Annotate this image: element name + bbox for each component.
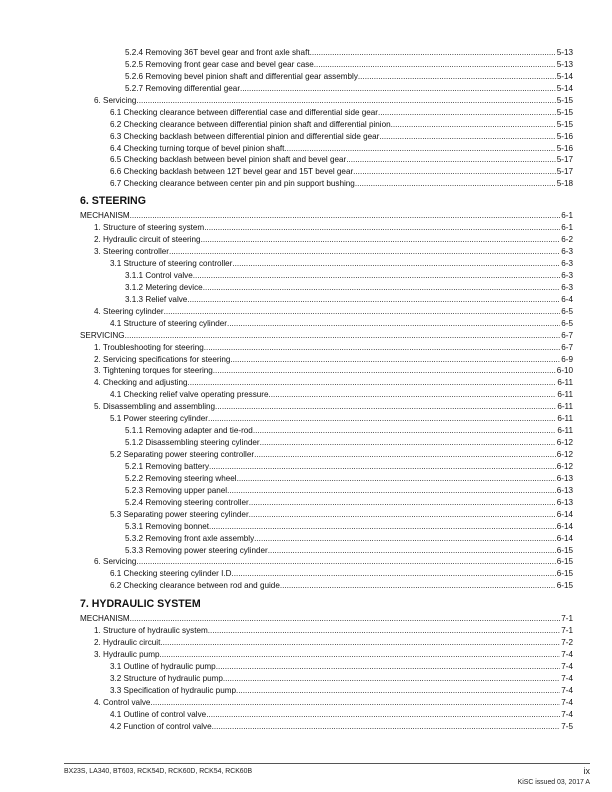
toc-entry-title: 4.1 Structure of steering cylinder: [110, 318, 227, 328]
toc-entry-page: 6-7: [561, 342, 573, 352]
toc-entry-title: 6.4 Checking turning torque of bevel pinion shaft: [110, 143, 285, 153]
toc-leader-dots: [254, 449, 556, 461]
toc-entry-title: 3.1.1 Control valve: [125, 270, 193, 280]
toc-leader-dots: [230, 354, 560, 366]
toc-entry: [80, 330, 573, 342]
toc-entry: [80, 401, 573, 413]
toc-entry-page: 6-12: [556, 438, 573, 448]
toc-entry-page: 6-3: [561, 270, 573, 280]
toc-leader-dots: [249, 509, 556, 521]
toc-entry-title: 5. Disassembling and assembling: [94, 402, 216, 412]
toc-leader-dots: [160, 637, 560, 649]
toc-entry-title: 6.1 Checking clearance between differential case and differential side gear: [110, 107, 378, 117]
table-of-contents: [80, 47, 573, 733]
toc-entry-title: 5.3.2 Removing front axle assembly: [125, 533, 255, 543]
toc-entry-page: 6-9: [561, 354, 573, 364]
toc-entry-title: 1. Troubleshooting for steering: [94, 342, 204, 352]
toc-leader-dots: [188, 377, 557, 389]
toc-entry: [80, 473, 573, 485]
toc-entry-title: 5.1.1 Removing adapter and tie-rod: [125, 426, 253, 436]
toc-entry-page: 6-12: [556, 461, 573, 471]
toc-entry: [80, 154, 573, 166]
toc-leader-dots: [208, 625, 560, 637]
toc-leader-dots: [203, 282, 561, 294]
toc-leader-dots: [310, 47, 556, 59]
toc-entry-title: 5.2.2 Removing steering wheel: [125, 473, 237, 483]
toc-entry-page: 6-15: [556, 545, 573, 555]
toc-entry-page: 6-4: [561, 294, 573, 304]
toc-leader-dots: [150, 697, 560, 709]
toc-entry-title: 3.1.3 Relief valve: [125, 294, 188, 304]
toc-entry-page: 6-7: [561, 330, 573, 340]
toc-entry-page: 7-2: [561, 638, 573, 648]
toc-leader-dots: [358, 71, 556, 83]
toc-leader-dots: [227, 485, 556, 497]
toc-entry-page: 5-14: [556, 71, 573, 81]
toc-entry: [80, 282, 573, 294]
toc-leader-dots: [254, 533, 556, 545]
section-title-hydraulic-system: 7. HYDRAULIC SYSTEM: [80, 598, 201, 611]
toc-entry: [80, 613, 573, 625]
toc-entry-title: 5.2.3 Removing upper panel: [125, 485, 228, 495]
toc-entry-page: 6-15: [556, 569, 573, 579]
toc-entry-title: 1. Structure of steering system: [94, 223, 205, 233]
toc-leader-dots: [232, 258, 560, 270]
toc-entry-page: 5-13: [556, 48, 573, 57]
toc-leader-dots: [208, 413, 556, 425]
toc-entry-page: 6-14: [556, 533, 573, 543]
toc-entry-page: 7-4: [561, 685, 573, 695]
toc-entry-title: 3. Hydraulic pump: [94, 650, 160, 660]
toc-leader-dots: [284, 143, 555, 155]
toc-entry: [80, 95, 573, 107]
toc-leader-dots: [353, 166, 556, 178]
toc-leader-dots: [201, 234, 561, 246]
toc-entry: [80, 258, 573, 270]
toc-leader-dots: [355, 178, 556, 190]
toc-entry-title: 3. Tightening torques for steering: [94, 366, 213, 376]
toc-leader-dots: [391, 119, 556, 131]
toc-section-hydraulic-system: [80, 613, 573, 732]
toc-entry: [80, 210, 573, 222]
toc-entry-page: 7-4: [561, 697, 573, 707]
toc-entry: [80, 556, 573, 568]
toc-entry: [80, 166, 573, 178]
toc-entry: [80, 637, 573, 649]
toc-entry-page: 6-15: [556, 557, 573, 567]
toc-leader-dots: [204, 342, 560, 354]
toc-entry-page: 6-5: [561, 318, 573, 328]
toc-entry-title: 3.1 Outline of hydraulic pump: [110, 662, 216, 671]
toc-entry: [80, 59, 573, 71]
toc-entry: [80, 354, 573, 366]
toc-entry: [80, 119, 573, 131]
toc-entry-title: 6.2 Checking clearance between rod and guide: [110, 581, 280, 591]
toc-entry-title: MECHANISM: [80, 614, 130, 624]
toc-entry: [80, 661, 573, 673]
toc-entry-page: 6-15: [556, 581, 573, 591]
toc-leader-dots: [125, 330, 561, 342]
toc-entry-title: 6.6 Checking backlash between 12T bevel gear and 15T bevel gear: [110, 167, 354, 177]
toc-entry: [80, 437, 573, 449]
toc-entry: [80, 365, 573, 377]
toc-entry: [80, 107, 573, 119]
toc-entry: [80, 178, 573, 190]
toc-leader-dots: [130, 613, 561, 625]
toc-entry: [80, 521, 573, 533]
toc-entry: [80, 709, 573, 721]
toc-entry-page: 6-3: [561, 282, 573, 292]
toc-entry-page: 5-15: [556, 107, 573, 117]
toc-entry-page: 7-4: [561, 709, 573, 719]
toc-entry-page: 6-5: [561, 306, 573, 316]
toc-leader-dots: [240, 83, 556, 95]
section-title-steering: 6. STEERING: [80, 195, 146, 208]
toc-entry: [80, 497, 573, 509]
toc-entry: [80, 389, 573, 401]
toc-leader-dots: [314, 59, 556, 71]
toc-entry: [80, 377, 573, 389]
toc-leader-dots: [223, 673, 560, 685]
toc-leader-dots: [204, 222, 560, 234]
toc-entry-title: 2. Hydraulic circuit of steering: [94, 235, 201, 245]
toc-entry-title: 6.1 Checking steering cylinder I.D.: [110, 569, 234, 579]
toc-leader-dots: [216, 661, 561, 673]
toc-entry-title: 4. Control valve: [94, 697, 151, 707]
toc-entry-title: 2. Servicing specifications for steering: [94, 354, 231, 364]
toc-leader-dots: [193, 270, 561, 282]
toc-entry-page: 6-11: [557, 378, 573, 388]
toc-entry-page: 6-14: [556, 509, 573, 519]
footer-divider: [64, 763, 590, 764]
toc-entry: [80, 461, 573, 473]
toc-entry-page: 6-13: [556, 497, 573, 507]
toc-leader-dots: [209, 521, 556, 533]
footer-models: BX23S, LA340, BT603, RCK54D, RCK60D, RCK54, RCK60B: [64, 768, 253, 775]
toc-entry-page: 5-18: [556, 179, 573, 189]
toc-entry: [80, 306, 573, 318]
toc-leader-dots: [234, 568, 556, 580]
toc-entry: [80, 131, 573, 143]
toc-entry-page: 7-5: [561, 721, 573, 731]
toc-entry-title: 6.3 Checking backlash between differential pinion and differential side gear: [110, 131, 380, 141]
toc-entry-page: 5-16: [556, 131, 573, 141]
toc-entry-page: 5-15: [556, 119, 573, 129]
toc-entry-page: 7-1: [561, 626, 573, 636]
toc-entry-title: 5.2.1 Removing battery: [125, 461, 210, 471]
toc-entry-title: 6. Servicing: [94, 95, 137, 105]
toc-entry: [80, 649, 573, 661]
toc-entry-title: 6.5 Checking backlash between bevel pinion shaft and bevel gear: [110, 155, 347, 165]
toc-leader-dots: [213, 365, 556, 377]
toc-entry-title: 5.3 Separating power steering cylinder: [110, 509, 249, 519]
toc-entry-page: 6-11: [557, 402, 573, 412]
toc-entry-title: 3.1.2 Metering device: [125, 282, 203, 292]
toc-entry-title: 5.1.2 Disassembling steering cylinder: [125, 438, 260, 448]
toc-leader-dots: [164, 306, 561, 318]
toc-entry-title: 5.2.4 Removing steering controller: [125, 497, 249, 507]
toc-leader-dots: [236, 685, 560, 697]
toc-leader-dots: [212, 721, 561, 733]
toc-entry-title: 5.2 Separating power steering controller: [110, 450, 255, 459]
toc-entry-title: 4. Steering cylinder: [94, 306, 164, 316]
toc-leader-dots: [268, 545, 556, 557]
toc-leader-dots: [379, 131, 555, 143]
toc-entry-title: 4.2 Function of control valve: [110, 721, 212, 731]
toc-entry-page: 5-17: [556, 155, 573, 165]
toc-entry: [80, 413, 573, 425]
toc-entry: [80, 270, 573, 282]
toc-entry-page: 6-1: [561, 211, 573, 221]
toc-entry: [80, 83, 573, 95]
toc-entry: [80, 449, 573, 461]
toc-entry-page: 6-11: [557, 426, 573, 436]
toc-entry-page: 7-4: [561, 650, 573, 660]
toc-entry-page: 7-1: [561, 614, 573, 624]
toc-entry-page: 5-17: [556, 167, 573, 177]
toc-entry-title: 5.3.1 Removing bonnet: [125, 521, 210, 531]
toc-entry-title: 6.2 Checking clearance between differential pinion shaft and differential pinion: [110, 119, 391, 129]
toc-leader-dots: [215, 401, 556, 413]
toc-entry: [80, 342, 573, 354]
toc-entry: [80, 143, 573, 155]
toc-entry-title: MECHANISM: [80, 211, 130, 221]
toc-entry-title: 5.3.3 Removing power steering cylinder: [125, 545, 268, 555]
footer-page-number: ix: [583, 766, 590, 776]
toc-entry-page: 6-2: [561, 235, 573, 245]
toc-leader-dots: [269, 389, 557, 401]
toc-entry-title: 6. Servicing: [94, 557, 137, 567]
toc-leader-dots: [209, 461, 556, 473]
toc-entry-title: 4. Checking and adjusting: [94, 378, 188, 388]
footer-issue: KiSC issued 03, 2017 A: [517, 779, 590, 786]
toc-entry-page: 6-11: [557, 390, 573, 400]
toc-entry: [80, 71, 573, 83]
toc-entry: [80, 697, 573, 709]
toc-entry-page: 6-11: [557, 414, 573, 424]
toc-entry: [80, 685, 573, 697]
toc-entry-title: 5.2.4 Removing 36T bevel gear and front axle shaft: [125, 48, 310, 57]
toc-entry: [80, 425, 573, 437]
toc-leader-dots: [136, 556, 555, 568]
toc-entry-page: 6-10: [556, 366, 573, 376]
toc-leader-dots: [346, 154, 555, 166]
toc-entry: [80, 673, 573, 685]
toc-entry-title: 6.7 Checking clearance between center pin and pin support bushing: [110, 179, 355, 189]
toc-entry: [80, 47, 573, 59]
toc-leader-dots: [227, 318, 560, 330]
toc-entry-title: 3.3 Specification of hydraulic pump: [110, 685, 237, 695]
toc-entry: [80, 721, 573, 733]
toc-entry-page: 7-4: [561, 673, 573, 683]
toc-entry-page: 5-14: [556, 83, 573, 93]
toc-entry: [80, 318, 573, 330]
toc-leader-dots: [260, 437, 556, 449]
toc-entry-page: 7-4: [561, 662, 573, 671]
toc-continued-section5: [80, 47, 573, 190]
toc-entry-page: 6-13: [556, 473, 573, 483]
toc-entry-title: 4.1 Checking relief valve operating pressure: [110, 390, 269, 400]
toc-leader-dots: [253, 425, 557, 437]
toc-entry-title: 3.2 Structure of hydraulic pump: [110, 673, 223, 683]
toc-entry-page: 5-16: [556, 143, 573, 153]
toc-entry: [80, 533, 573, 545]
toc-entry-page: 6-3: [561, 247, 573, 257]
toc-section-steering: [80, 210, 573, 592]
toc-entry-title: 5.2.7 Removing differential gear: [125, 83, 241, 93]
toc-entry-page: 5-15: [556, 95, 573, 105]
toc-leader-dots: [159, 649, 560, 661]
toc-entry-page: 5-13: [556, 59, 573, 69]
toc-leader-dots: [249, 497, 556, 509]
toc-leader-dots: [378, 107, 556, 119]
toc-entry: [80, 234, 573, 246]
toc-entry: [80, 294, 573, 306]
toc-entry: [80, 485, 573, 497]
toc-entry-title: 4.1 Outline of control valve: [110, 709, 207, 719]
toc-entry: [80, 509, 573, 521]
toc-entry-title: 3. Steering controller: [94, 247, 169, 257]
toc-leader-dots: [136, 95, 555, 107]
toc-leader-dots: [187, 294, 560, 306]
toc-entry: [80, 222, 573, 234]
toc-entry-title: 2. Hydraulic circuit: [94, 638, 161, 648]
toc-leader-dots: [206, 709, 560, 721]
toc-leader-dots: [280, 580, 556, 592]
toc-entry: [80, 545, 573, 557]
toc-leader-dots: [169, 246, 560, 258]
toc-entry: [80, 246, 573, 258]
toc-entry: [80, 625, 573, 637]
toc-entry-title: 5.1 Power steering cylinder: [110, 414, 208, 424]
toc-entry-page: 6-14: [556, 521, 573, 531]
toc-leader-dots: [237, 473, 556, 485]
toc-entry-page: 6-12: [556, 450, 573, 459]
toc-entry: [80, 568, 573, 580]
toc-entry-title: 3.1 Structure of steering controller: [110, 259, 233, 268]
toc-entry-title: 1. Structure of hydraulic system: [94, 626, 208, 636]
toc-entry-title: 5.2.6 Removing bevel pinion shaft and differential gear assembly: [125, 71, 358, 81]
toc-leader-dots: [130, 210, 561, 222]
toc-entry: [80, 580, 573, 592]
toc-entry-page: 6-1: [561, 223, 573, 233]
toc-entry-page: 6-13: [556, 485, 573, 495]
toc-entry-title: SERVICING: [80, 330, 125, 340]
toc-entry-page: 6-3: [561, 259, 573, 268]
toc-entry-title: 5.2.5 Removing front gear case and bevel gear case: [125, 59, 314, 69]
